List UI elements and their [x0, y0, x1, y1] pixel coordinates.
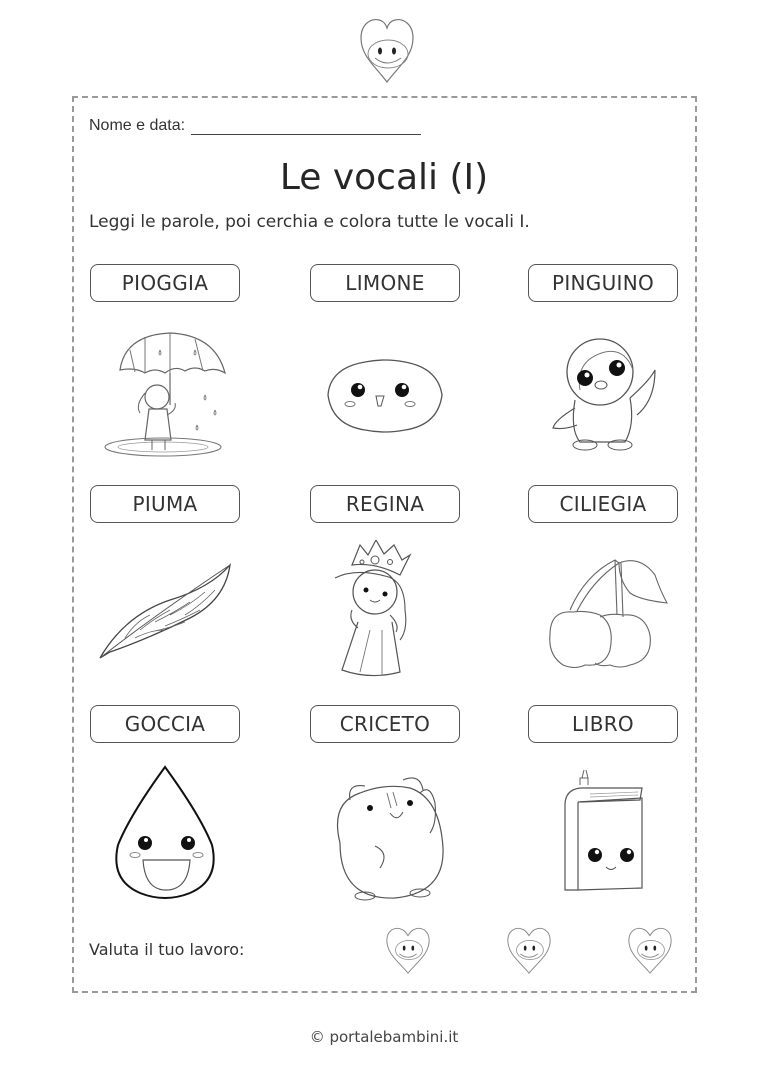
- name-date-line[interactable]: [191, 121, 421, 135]
- word-box-goccia[interactable]: GOCCIA: [90, 705, 240, 743]
- water-drop-face-icon: [110, 765, 220, 900]
- page-title: Le vocali (I): [279, 157, 489, 198]
- footer-copyright: © portalebambini.it: [309, 1028, 459, 1046]
- feather-icon: [95, 560, 240, 665]
- penguin-icon: [545, 330, 665, 455]
- word-box-criceto[interactable]: CRICETO: [310, 705, 460, 743]
- word-box-libro[interactable]: LIBRO: [528, 705, 678, 743]
- evaluation-label: Valuta il tuo lavoro:: [89, 940, 245, 959]
- name-date-field[interactable]: [89, 117, 421, 135]
- word-box-regina[interactable]: REGINA: [310, 485, 460, 523]
- instructions: Leggi le parole, poi cerchia e colora tutte le vocali I.: [89, 212, 530, 232]
- queen-icon: [330, 540, 440, 680]
- smiley-heart-icon: [357, 10, 417, 90]
- rating-heart-1[interactable]: [384, 925, 432, 975]
- book-face-icon: [560, 770, 650, 895]
- word-box-ciliegia[interactable]: CILIEGIA: [528, 485, 678, 523]
- lemon-face-icon: [320, 350, 450, 435]
- name-date-label: Nome e data:: [89, 117, 186, 134]
- word-box-pinguino[interactable]: PINGUINO: [528, 264, 678, 302]
- girl-umbrella-icon: [95, 325, 245, 460]
- word-box-pioggia[interactable]: PIOGGIA: [90, 264, 240, 302]
- word-box-piuma[interactable]: PIUMA: [90, 485, 240, 523]
- word-box-limone[interactable]: LIMONE: [310, 264, 460, 302]
- rating-heart-2[interactable]: [505, 925, 553, 975]
- cherries-icon: [545, 555, 670, 675]
- hamster-icon: [325, 768, 450, 903]
- rating-heart-3[interactable]: [626, 925, 674, 975]
